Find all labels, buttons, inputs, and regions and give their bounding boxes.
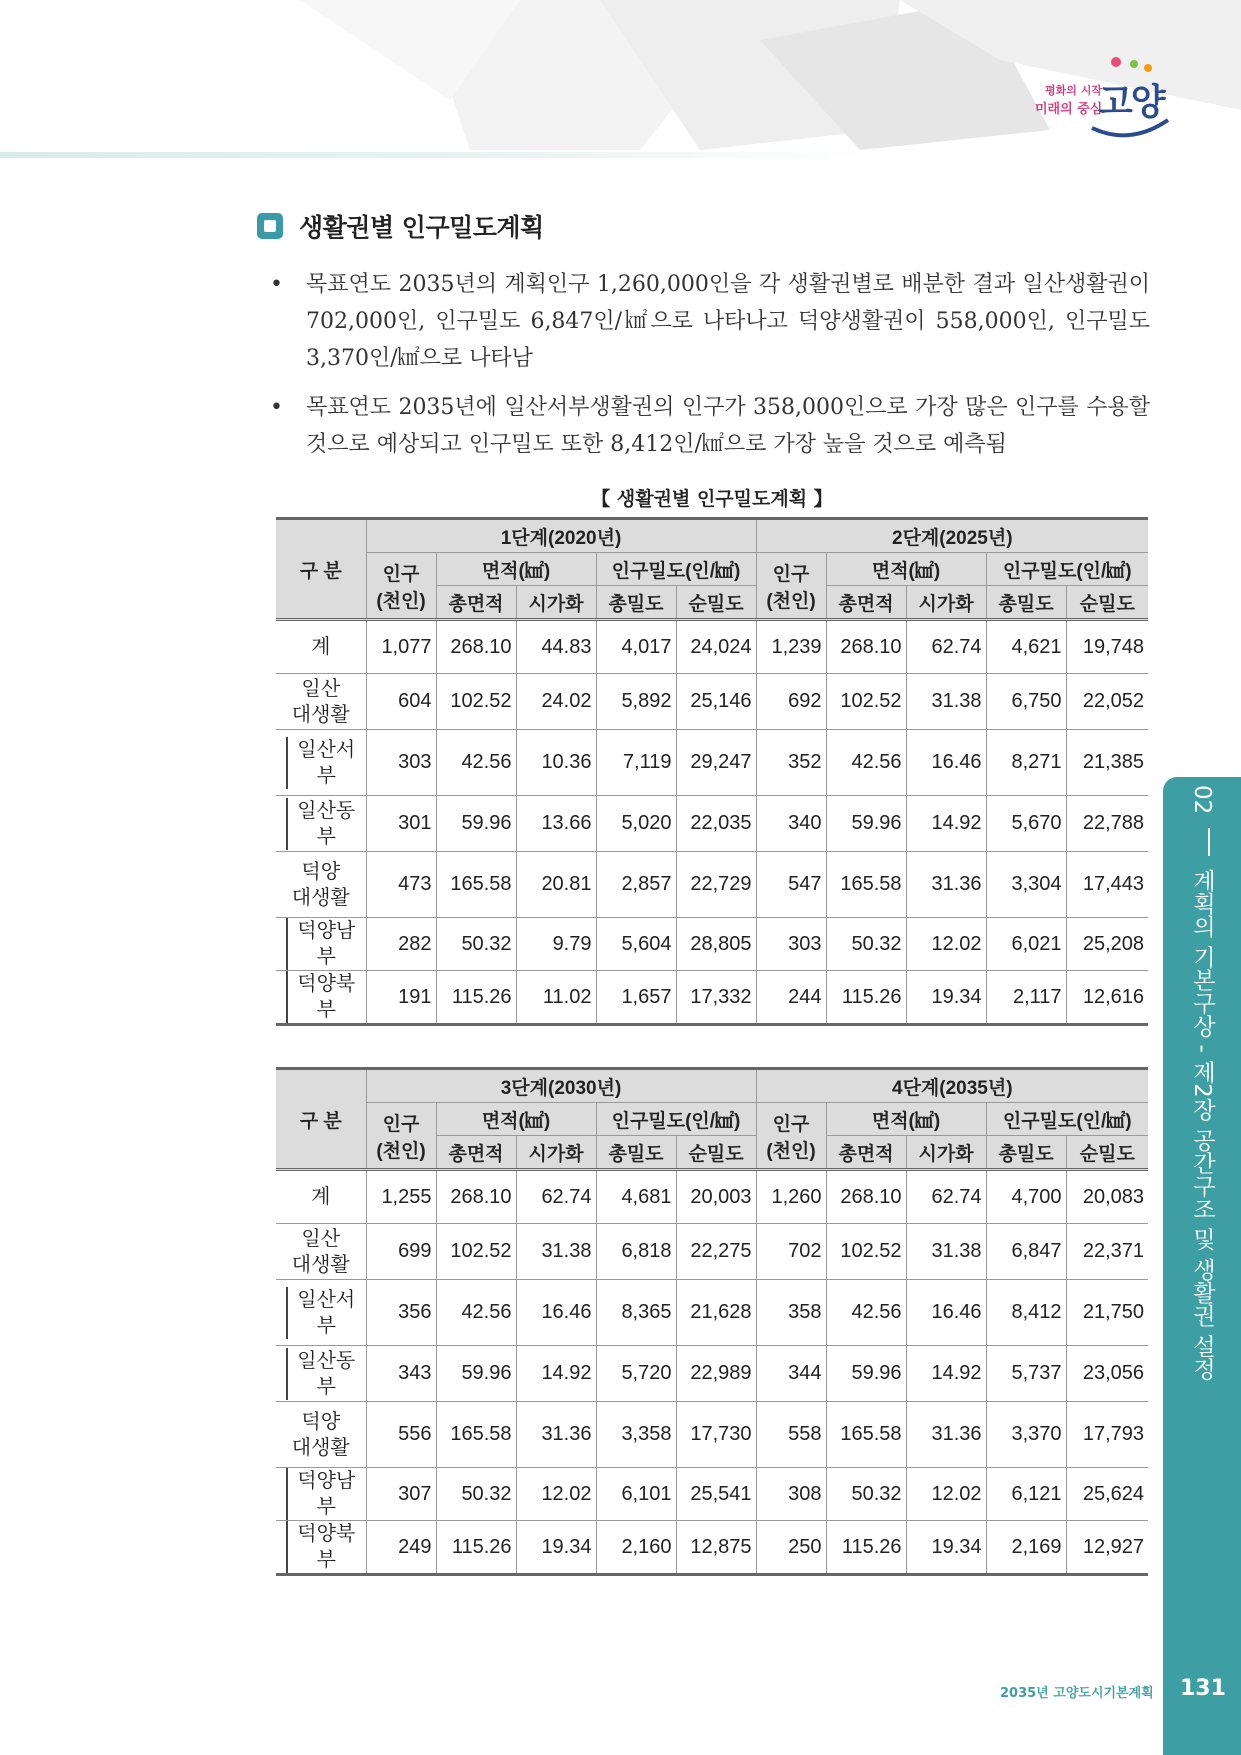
table-cell: 17,793	[1066, 1402, 1148, 1468]
header-net-density: 순밀도	[1066, 1136, 1148, 1170]
page-number: 131	[1180, 1676, 1226, 1701]
table-cell: 21,628	[676, 1280, 756, 1346]
table-cell: 20.81	[516, 852, 596, 918]
table-cell: 102.52	[436, 1224, 516, 1280]
table-cell: 16.46	[906, 1280, 986, 1346]
table-cell: 1,239	[756, 620, 826, 674]
table-cell: 19.34	[516, 1521, 596, 1575]
bullet-item	[270, 389, 1150, 463]
row-label: 일산 대생활	[276, 674, 366, 730]
table-cell: 31.36	[906, 852, 986, 918]
header-total-area: 총면적	[436, 1136, 516, 1170]
section-title: 생활권별 인구밀도계획	[299, 213, 544, 242]
row-label: 덕양북부	[276, 971, 366, 1025]
table-cell: 29,247	[676, 730, 756, 796]
table-cell: 352	[756, 730, 826, 796]
header-net-density: 순밀도	[1066, 586, 1148, 620]
row-label: 일산동부	[276, 796, 366, 852]
logo-slogan-2: 미래의 중심	[1035, 102, 1103, 117]
table-cell: 268.10	[436, 1170, 516, 1224]
table-cell: 8,271	[986, 730, 1066, 796]
table-cell: 268.10	[436, 620, 516, 674]
table-cell: 356	[366, 1280, 436, 1346]
table-cell: 28,805	[676, 918, 756, 971]
table-cell: 59.96	[826, 796, 906, 852]
header-urban-area: 시가화	[516, 586, 596, 620]
table-cell: 20,083	[1066, 1170, 1148, 1224]
header-total-area: 총면적	[826, 586, 906, 620]
table-cell: 17,730	[676, 1402, 756, 1468]
table-cell: 1,077	[366, 620, 436, 674]
table-row	[276, 1224, 1148, 1280]
density-table-stage-1-2	[276, 517, 1148, 1026]
table-cell: 115.26	[436, 971, 516, 1025]
table-cell: 8,365	[596, 1280, 676, 1346]
table-cell: 10.36	[516, 730, 596, 796]
table-cell: 12,875	[676, 1521, 756, 1575]
table-cell: 22,989	[676, 1346, 756, 1402]
density-table-stage-3-4	[276, 1067, 1148, 1576]
table-cell: 13.66	[516, 796, 596, 852]
bullet-dot-icon: •	[270, 272, 283, 297]
table-cell: 6,121	[986, 1468, 1066, 1521]
header-gubun: 구 분	[276, 519, 366, 620]
table-cell: 14.92	[516, 1346, 596, 1402]
table-cell: 17,332	[676, 971, 756, 1025]
header-gross-density: 총밀도	[986, 1136, 1066, 1170]
table-cell: 4,017	[596, 620, 676, 674]
header-divider	[0, 152, 1241, 158]
header-stage: 2단계(2025년)	[756, 519, 1148, 553]
table-cell: 547	[756, 852, 826, 918]
table-cell: 2,160	[596, 1521, 676, 1575]
header-population: 인구 (천인)	[366, 1103, 436, 1170]
header-stage: 1단계(2020년)	[366, 519, 756, 553]
table-cell: 21,750	[1066, 1280, 1148, 1346]
table-row	[276, 1346, 1148, 1402]
header-population: 인구 (천인)	[366, 553, 436, 620]
chapter-side-label	[1186, 785, 1219, 1380]
table-cell: 50.32	[436, 918, 516, 971]
header-urban-area: 시가화	[906, 1136, 986, 1170]
table-cell: 62.74	[516, 1170, 596, 1224]
table-cell: 268.10	[826, 1170, 906, 1224]
table-cell: 50.32	[826, 918, 906, 971]
table-cell: 42.56	[436, 1280, 516, 1346]
table-cell: 59.96	[436, 796, 516, 852]
table-cell: 31.36	[906, 1402, 986, 1468]
table-cell: 115.26	[826, 971, 906, 1025]
table-cell: 249	[366, 1521, 436, 1575]
table-cell: 22,729	[676, 852, 756, 918]
table-cell: 473	[366, 852, 436, 918]
table-cell: 19,748	[1066, 620, 1148, 674]
table-row	[276, 674, 1148, 730]
table-row	[276, 1280, 1148, 1346]
logo-wordmark: 고양	[1098, 82, 1164, 123]
table-row	[276, 620, 1148, 674]
table-cell: 3,304	[986, 852, 1066, 918]
header-area: 면적(㎢)	[436, 553, 596, 586]
row-label: 덕양남부	[276, 918, 366, 971]
table-cell: 12,616	[1066, 971, 1148, 1025]
bullet-list	[270, 266, 1150, 475]
table-cell: 115.26	[826, 1521, 906, 1575]
table-cell: 44.83	[516, 620, 596, 674]
table-row	[276, 1468, 1148, 1521]
logo-slogan-1: 평화의 시작	[1045, 84, 1102, 97]
table-cell: 5,020	[596, 796, 676, 852]
table-cell: 16.46	[906, 730, 986, 796]
table-cell: 19.34	[906, 1521, 986, 1575]
row-label: 덕양남부	[276, 1468, 366, 1521]
header-net-density: 순밀도	[676, 586, 756, 620]
table-cell: 22,788	[1066, 796, 1148, 852]
row-label: 일산서부	[276, 730, 366, 796]
header-gross-density: 총밀도	[596, 586, 676, 620]
header-total-area: 총면적	[826, 1136, 906, 1170]
table-cell: 556	[366, 1402, 436, 1468]
bullet-text: 목표연도 2035년의 계획인구 1,260,000인을 각 생활권별로 배분한 결과 일산생활권이 702,000인, 인구밀도 6,847인/㎢으로 나타나고 덕양생활권이 558,000인, 인구밀도 3,370인/㎢으로 나타남	[306, 272, 1150, 371]
header-gross-density: 총밀도	[986, 586, 1066, 620]
row-label: 덕양 대생활	[276, 1402, 366, 1468]
table-cell: 23,056	[1066, 1346, 1148, 1402]
row-label: 일산 대생활	[276, 1224, 366, 1280]
table-cell: 558	[756, 1402, 826, 1468]
table-cell: 102.52	[436, 674, 516, 730]
chapter-number: 02	[1189, 785, 1215, 815]
table-cell: 12,927	[1066, 1521, 1148, 1575]
goyang-logo	[1030, 50, 1180, 140]
table-cell: 344	[756, 1346, 826, 1402]
table-cell: 2,857	[596, 852, 676, 918]
row-label: 덕양북부	[276, 1521, 366, 1575]
table-cell: 12.02	[906, 918, 986, 971]
table-cell: 5,892	[596, 674, 676, 730]
table-cell: 62.74	[906, 1170, 986, 1224]
table-cell: 340	[756, 796, 826, 852]
table-cell: 31.36	[516, 1402, 596, 1468]
table-cell: 6,101	[596, 1468, 676, 1521]
table-cell: 358	[756, 1280, 826, 1346]
table-cell: 165.58	[826, 1402, 906, 1468]
table-row	[276, 1402, 1148, 1468]
header-urban-area: 시가화	[516, 1136, 596, 1170]
table-cell: 699	[366, 1224, 436, 1280]
row-label: 계	[276, 1170, 366, 1224]
table-cell: 1,260	[756, 1170, 826, 1224]
header-population: 인구 (천인)	[756, 553, 826, 620]
table-cell: 25,208	[1066, 918, 1148, 971]
header-population: 인구 (천인)	[756, 1103, 826, 1170]
chapter-separator	[1208, 828, 1210, 856]
footer-title: 2035년 고양도시기본계획	[1000, 1686, 1154, 1701]
row-label: 일산동부	[276, 1346, 366, 1402]
table-cell: 2,117	[986, 971, 1066, 1025]
bullet-text: 목표연도 2035년에 일산서부생활권의 인구가 358,000인으로 가장 많은 인구를 수용할 것으로 예상되고 인구밀도 또한 8,412인/㎢으로 가장 높을 것으로 예측됨	[306, 395, 1150, 457]
table-cell: 4,681	[596, 1170, 676, 1224]
header-density: 인구밀도(인/㎢)	[596, 553, 756, 586]
table-cell: 115.26	[436, 1521, 516, 1575]
table-cell: 165.58	[436, 1402, 516, 1468]
table-cell: 59.96	[436, 1346, 516, 1402]
table-cell: 307	[366, 1468, 436, 1521]
table-cell: 268.10	[826, 620, 906, 674]
header-density: 인구밀도(인/㎢)	[596, 1103, 756, 1136]
table-cell: 14.92	[906, 796, 986, 852]
table-cell: 3,358	[596, 1402, 676, 1468]
table-cell: 5,737	[986, 1346, 1066, 1402]
table-row	[276, 730, 1148, 796]
header-density: 인구밀도(인/㎢)	[986, 553, 1148, 586]
table-cell: 9.79	[516, 918, 596, 971]
table-cell: 4,621	[986, 620, 1066, 674]
table-cell: 25,541	[676, 1468, 756, 1521]
row-label: 일산서부	[276, 1280, 366, 1346]
bullet-item	[270, 266, 1150, 377]
table-row	[276, 796, 1148, 852]
table-cell: 702	[756, 1224, 826, 1280]
table-cell: 6,021	[986, 918, 1066, 971]
table-cell: 6,847	[986, 1224, 1066, 1280]
header-net-density: 순밀도	[676, 1136, 756, 1170]
table-cell: 16.46	[516, 1280, 596, 1346]
table-cell: 2,169	[986, 1521, 1066, 1575]
header-total-area: 총면적	[436, 586, 516, 620]
table-cell: 21,385	[1066, 730, 1148, 796]
table-row	[276, 1521, 1148, 1575]
section-heading	[257, 208, 544, 244]
chapter-title: 계획의 기본구상 - 제2장 공간구조 및 생활권 설정	[1189, 868, 1215, 1381]
table-cell: 604	[366, 674, 436, 730]
row-label: 계	[276, 620, 366, 674]
table-cell: 301	[366, 796, 436, 852]
table-cell: 5,720	[596, 1346, 676, 1402]
header-area: 면적(㎢)	[826, 1103, 986, 1136]
table-cell: 1,657	[596, 971, 676, 1025]
table-cell: 191	[366, 971, 436, 1025]
table-cell: 22,052	[1066, 674, 1148, 730]
table-cell: 1,255	[366, 1170, 436, 1224]
table-cell: 4,700	[986, 1170, 1066, 1224]
table-cell: 42.56	[826, 730, 906, 796]
table-cell: 303	[756, 918, 826, 971]
table-cell: 42.56	[436, 730, 516, 796]
table-cell: 244	[756, 971, 826, 1025]
table-cell: 62.74	[906, 620, 986, 674]
table-cell: 22,275	[676, 1224, 756, 1280]
table-cell: 6,818	[596, 1224, 676, 1280]
table-cell: 102.52	[826, 1224, 906, 1280]
header-stage: 4단계(2035년)	[756, 1069, 1148, 1103]
table-cell: 22,371	[1066, 1224, 1148, 1280]
table-cell: 303	[366, 730, 436, 796]
table-cell: 31.38	[516, 1224, 596, 1280]
table-cell: 25,146	[676, 674, 756, 730]
table-cell: 343	[366, 1346, 436, 1402]
table-cell: 12.02	[906, 1468, 986, 1521]
table-cell: 22,035	[676, 796, 756, 852]
table-cell: 50.32	[826, 1468, 906, 1521]
table-cell: 250	[756, 1521, 826, 1575]
table-row	[276, 971, 1148, 1025]
table-cell: 6,750	[986, 674, 1066, 730]
table-cell: 8,412	[986, 1280, 1066, 1346]
table-cell: 20,003	[676, 1170, 756, 1224]
table-cell: 50.32	[436, 1468, 516, 1521]
table-cell: 11.02	[516, 971, 596, 1025]
table-row	[276, 852, 1148, 918]
table-cell: 165.58	[826, 852, 906, 918]
table-cell: 31.38	[906, 674, 986, 730]
header-gubun: 구 분	[276, 1069, 366, 1170]
table-cell: 5,670	[986, 796, 1066, 852]
header-stage: 3단계(2030년)	[366, 1069, 756, 1103]
square-bullet-icon	[257, 213, 283, 239]
table-cell: 282	[366, 918, 436, 971]
row-label: 덕양 대생활	[276, 852, 366, 918]
header-area: 면적(㎢)	[826, 553, 986, 586]
table-cell: 165.58	[436, 852, 516, 918]
table-cell: 12.02	[516, 1468, 596, 1521]
table-cell: 3,370	[986, 1402, 1066, 1468]
table-cell: 14.92	[906, 1346, 986, 1402]
table-cell: 7,119	[596, 730, 676, 796]
table-cell: 19.34	[906, 971, 986, 1025]
header-gross-density: 총밀도	[596, 1136, 676, 1170]
table-cell: 5,604	[596, 918, 676, 971]
table-cell: 308	[756, 1468, 826, 1521]
table-row	[276, 1170, 1148, 1224]
table-cell: 24.02	[516, 674, 596, 730]
table-caption: 【 생활권별 인구밀도계획 】	[591, 488, 833, 510]
header-density: 인구밀도(인/㎢)	[986, 1103, 1148, 1136]
table-cell: 42.56	[826, 1280, 906, 1346]
table-cell: 59.96	[826, 1346, 906, 1402]
header-area: 면적(㎢)	[436, 1103, 596, 1136]
bullet-dot-icon: •	[270, 395, 283, 420]
table-cell: 102.52	[826, 674, 906, 730]
header-urban-area: 시가화	[906, 586, 986, 620]
table-cell: 17,443	[1066, 852, 1148, 918]
table-cell: 25,624	[1066, 1468, 1148, 1521]
table-cell: 24,024	[676, 620, 756, 674]
table-cell: 31.38	[906, 1224, 986, 1280]
table-row	[276, 918, 1148, 971]
table-cell: 692	[756, 674, 826, 730]
